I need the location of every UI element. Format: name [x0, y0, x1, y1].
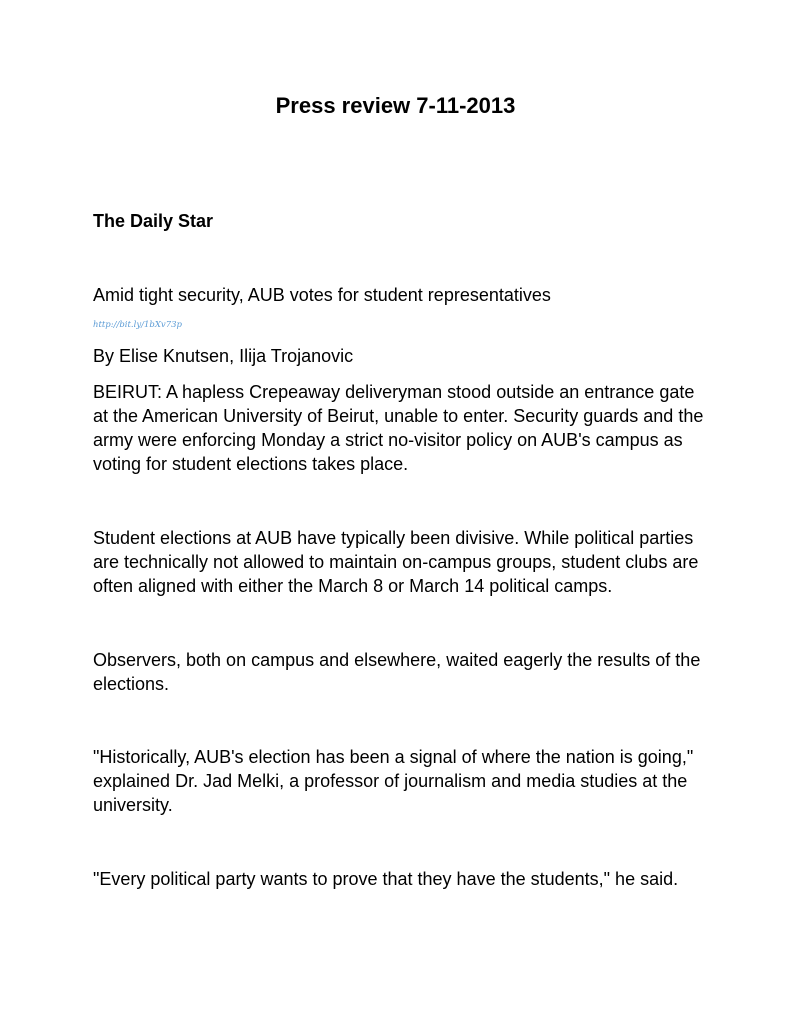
article-paragraph: "Every political party wants to prove that they have the students," he said.	[93, 869, 679, 889]
article-paragraph: Observers, both on campus and elsewhere, waited eagerly the results of the elections.	[93, 650, 701, 694]
article-link[interactable]: http://bit.ly/1bXv73p	[93, 320, 182, 330]
source-heading: The Daily Star	[93, 211, 214, 231]
article-paragraph: Student elections at AUB have typically been divisive. While political parties are technically not allowed to maintain on-campus groups, student clubs are often aligned with either the March 8 or March 14 political camps.	[93, 528, 699, 596]
article-paragraph: "Historically, AUB's election has been a signal of where the nation is going," explained Dr. Jad Melki, a professor of journalism and media studies at the university.	[93, 747, 694, 815]
article-paragraph: BEIRUT: A hapless Crepeaway deliveryman stood outside an entrance gate at the American University of Beirut, unable to enter. Security guards and the army were enforcing Monday a strict no-visitor policy on AUB's campus as voting for student elections takes place.	[93, 382, 704, 474]
article-headline: Amid tight security, AUB votes for student representatives	[93, 285, 551, 305]
article-byline: By Elise Knutsen, Ilija Trojanovic	[93, 346, 354, 366]
page-title: Press review 7-11-2013	[275, 93, 516, 118]
